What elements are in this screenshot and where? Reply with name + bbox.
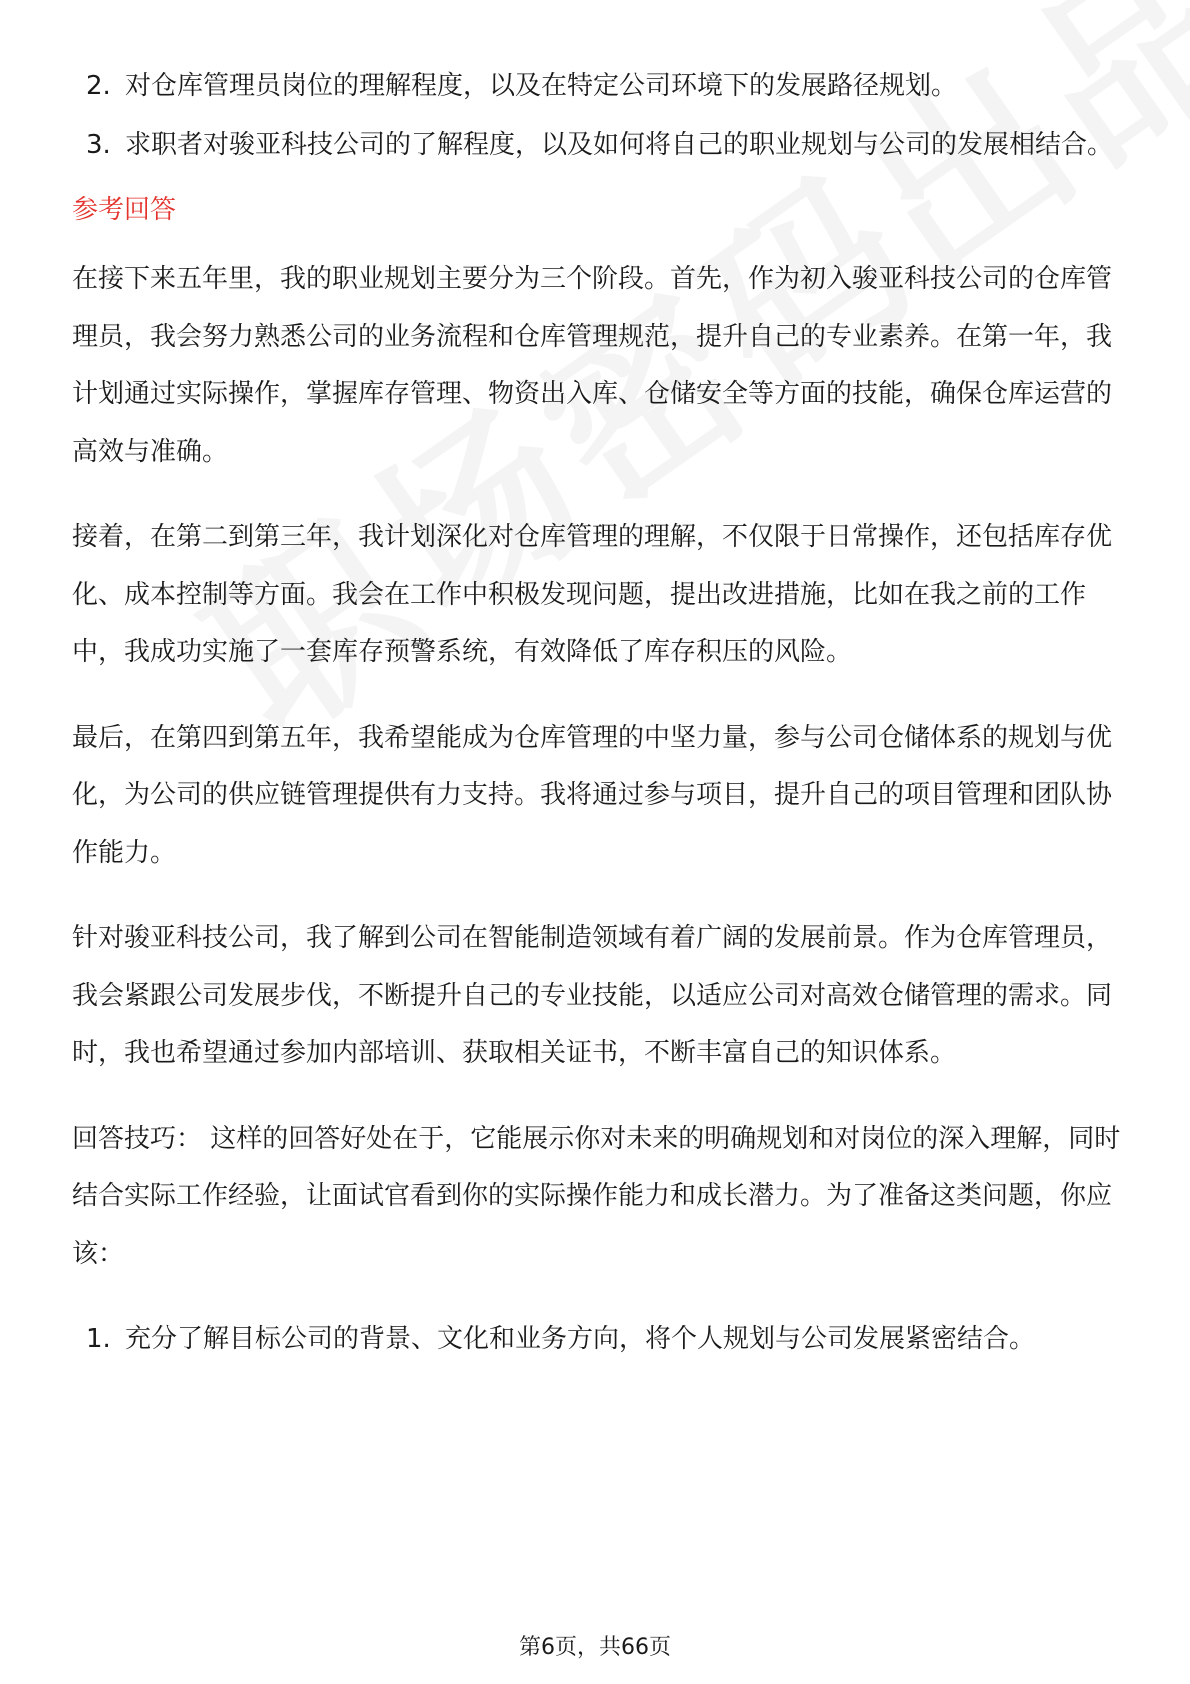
list-item-number: 3. xyxy=(86,130,111,160)
list-item-number: 2. xyxy=(86,71,111,101)
list-item xyxy=(72,58,1122,115)
paragraph: 最后，在第四到第五年，我希望能成为仓库管理的中坚力量，参与公司仓储体系的规划与优化，为公司的供应链管理提供有力支持。我将通过参与项目，提升自己的项目管理和团队协作能力。 xyxy=(72,722,1113,868)
page-footer: 第6页，共66页 xyxy=(519,1635,671,1660)
question-list xyxy=(72,58,1122,174)
answer-heading: 参考回答 xyxy=(72,195,177,225)
list-item-number: 1. xyxy=(86,1324,111,1354)
paragraph: 在接下来五年里，我的职业规划主要分为三个阶段。首先，作为初入骏亚科技公司的仓库管理员，我会努力熟悉公司的业务流程和仓库管理规范，提升自己的专业素养。在第一年，我计划通过实际操作，掌握库存管理、物资出入库、仓储安全等方面的技能，确保仓库运营的高效与准确。 xyxy=(72,264,1113,467)
list-item-text: 对仓库管理员岗位的理解程度，以及在特定公司环境下的发展路径规划。 xyxy=(125,71,958,101)
page-content xyxy=(72,58,1122,1368)
tips-list xyxy=(72,1311,1122,1368)
paragraph: 接着，在第二到第三年，我计划深化对仓库管理的理解，不仅限于日常操作，还包括库存优化、成本控制等方面。我会在工作中积极发现问题，提出改进措施，比如在我之前的工作中，我成功实施了一套库存预警系统，有效降低了库存积压的风险。 xyxy=(72,522,1113,667)
paragraph: 针对骏亚科技公司，我了解到公司在智能制造领域有着广阔的发展前景。作为仓库管理员，我会紧跟公司发展步伐，不断提升自己的专业技能，以适应公司对高效仓储管理的需求。同时，我也希望通过参加内部培训、获取相关证书，不断丰富自己的知识体系。 xyxy=(72,923,1113,1068)
list-item xyxy=(72,117,1122,174)
tips-paragraph: 回答技巧： 这样的回答好处在于，它能展示你对未来的明确规划和对岗位的深入理解，同时结合实际工作经验，让面试官看到你的实际操作能力和成长潜力。为了准备这类问题，你应该： xyxy=(72,1123,1121,1269)
list-item-text: 充分了解目标公司的背景、文化和业务方向，将个人规划与公司发展紧密结合。 xyxy=(125,1324,1036,1354)
list-item-text: 求职者对骏亚科技公司的了解程度，以及如何将自己的职业规划与公司的发展相结合。 xyxy=(125,130,1114,160)
list-item xyxy=(72,1311,1122,1368)
